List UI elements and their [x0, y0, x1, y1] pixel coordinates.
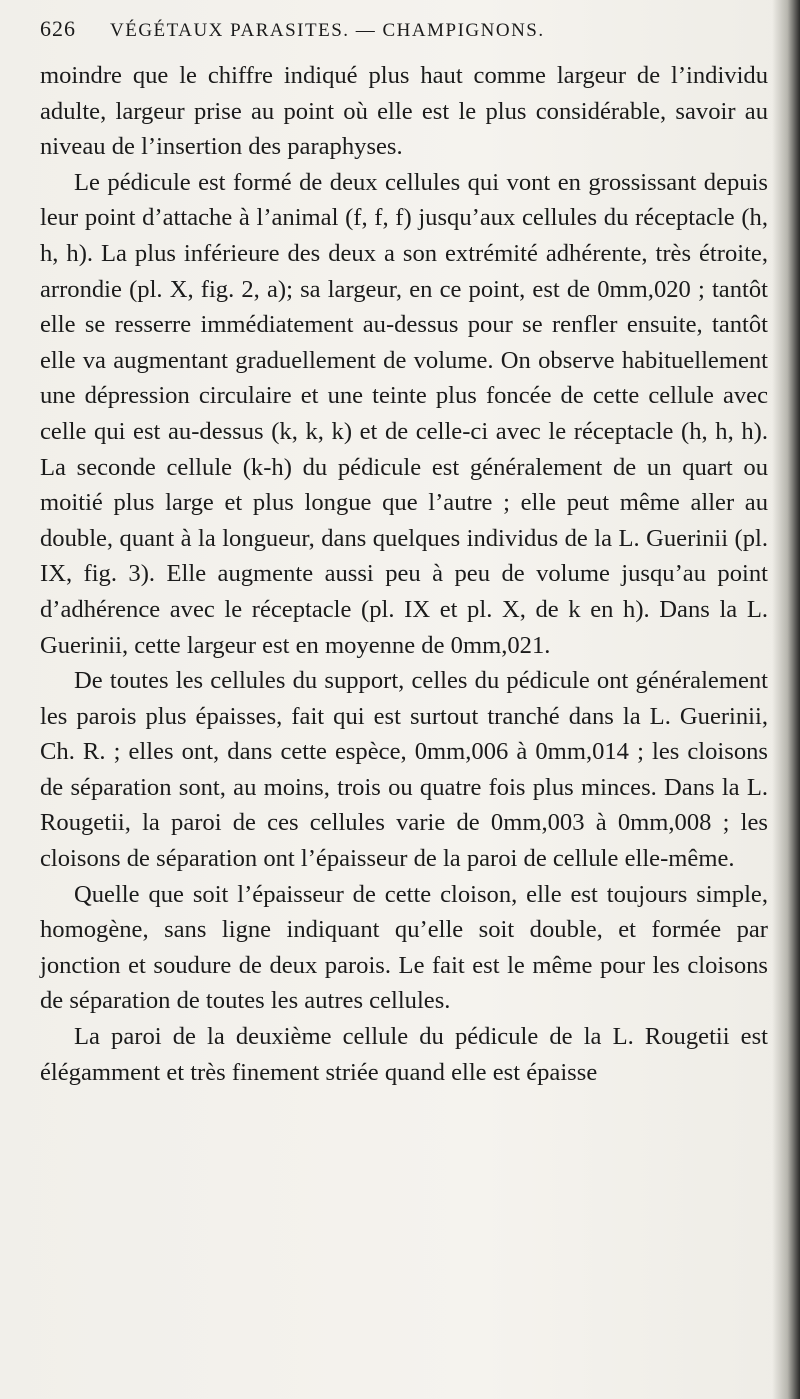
- running-title: VÉGÉTAUX PARASITES. — CHAMPIGNONS.: [110, 20, 545, 41]
- page-edge-shadow: [772, 0, 800, 1399]
- paragraph-2: Le pédicule est formé de deux cellules qui vont en grossissant depuis leur point d’attache à l’animal (f, f, f) jusqu’aux cellules du réceptacle (h, h, h). La plus inférieure des deux a son extrémité adhérente, très étroite, arrondie (pl. X, fig. 2, a); sa largeur, en ce point, est de 0mm,020 ; tantôt elle se resserre immédiatement au-dessus pour se renfler ensuite, tantôt elle va augmentant graduellement de volume. On observe habituellement une dépression circulaire et une teinte plus foncée de cette cellule avec celle qui est au-dessus (k, k, k) et de celle-ci avec le réceptacle (h, h, h). La seconde cellule (k-h) du pédicule est généralement de un quart ou moitié plus large et plus longue que l’autre ; elle peut même aller au double, quant à la longueur, dans quelques individus de la L. Guerinii (pl. IX, fig. 3). Elle augmente aussi peu à peu de volume jusqu’au point d’adhérence avec le réceptacle (pl. IX et pl. X, de k en h). Dans la L. Guerinii, cette largeur est en moyenne de 0mm,021.: [40, 168, 768, 659]
- paragraph-1: moindre que le chiffre indiqué plus haut comme largeur de l’individu adulte, largeur prise au point où elle est le plus considérable, savoir au niveau de l’insertion des paraphyses.: [40, 62, 768, 161]
- page-number: 626: [40, 16, 76, 41]
- paragraph-3: De toutes les cellules du support, celles du pédicule ont généralement les parois plus épaisses, fait qui est surtout tranché dans la L. Guerinii, Ch. R. ; elles ont, dans cette espèce, 0mm,006 à 0mm,014 ; les cloisons de séparation sont, au moins, trois ou quatre fois plus minces. Dans la L. Rougetii, la paroi de ces cellules varie de 0mm,003 à 0mm,008 ; les cloisons de séparation ont l’épaisseur de la paroi de cellule elle-même.: [40, 667, 768, 873]
- running-header: [40, 16, 770, 42]
- paragraph-5: La paroi de la deuxième cellule du pédicule de la L. Rougetii est élégamment et très finement striée quand elle est épaisse: [40, 1023, 768, 1086]
- page-body: [40, 58, 768, 1090]
- paragraph-4: Quelle que soit l’épaisseur de cette cloison, elle est toujours simple, homogène, sans ligne indiquant qu’elle soit double, et formée par jonction et soudure de deux parois. Le fait est le même pour les cloisons de séparation de toutes les autres cellules.: [40, 880, 768, 1015]
